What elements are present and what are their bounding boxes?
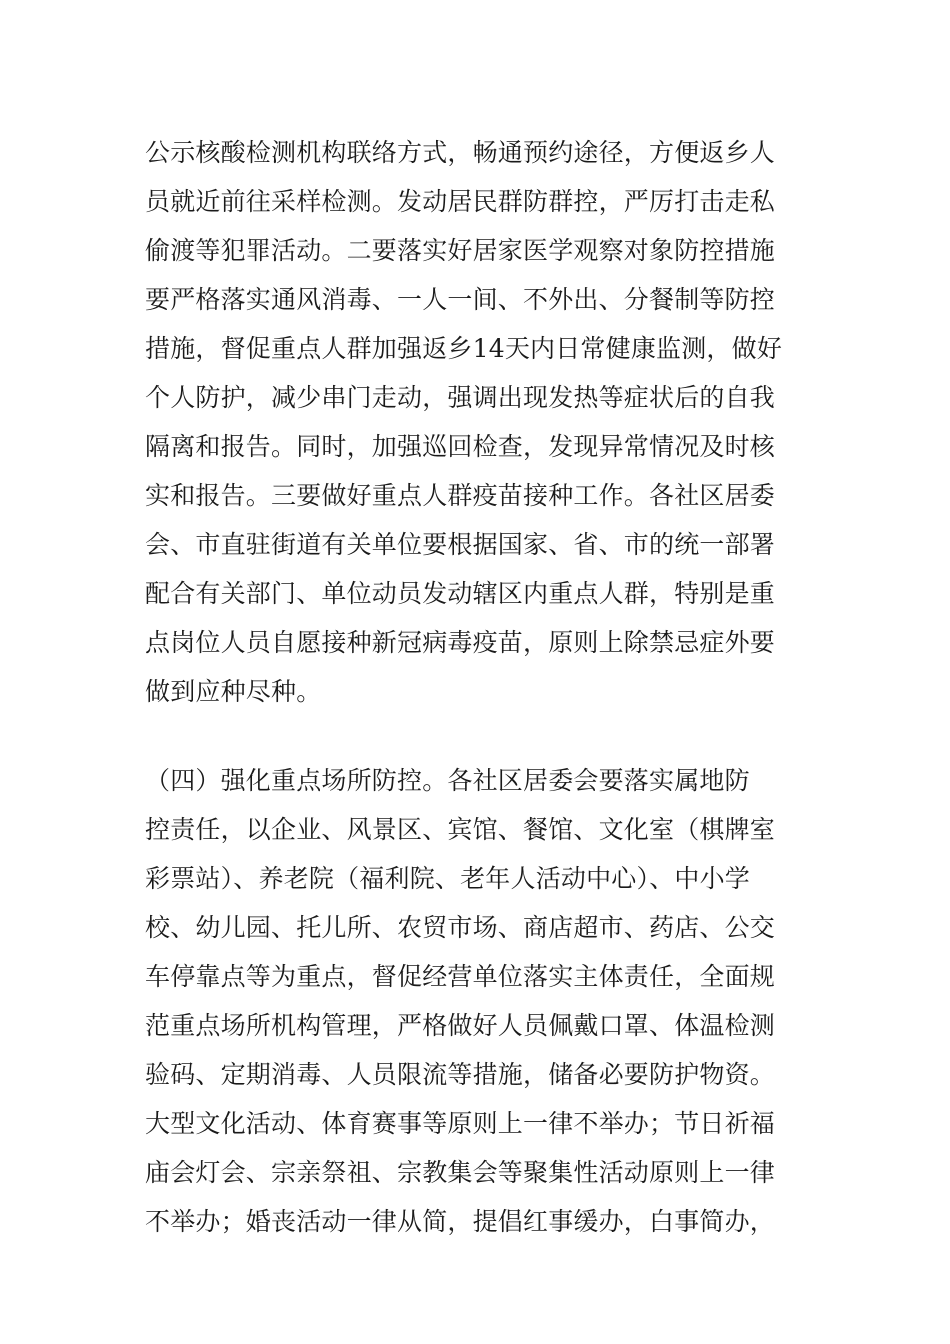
paragraph-line: 公示核酸检测机构联络方式，畅通预约途径，方便返乡人 bbox=[145, 138, 776, 167]
paragraph-line: 车停靠点等为重点，督促经营单位落实主体责任，全面规 bbox=[145, 962, 776, 991]
paragraph-line: 配合有关部门、单位动员发动辖区内重点人群，特别是重 bbox=[145, 579, 776, 608]
paragraph-line: 员就近前往采样检测。发动居民群防群控，严厉打击走私 bbox=[145, 187, 776, 216]
paragraph-line: 做到应种尽种。 bbox=[145, 677, 322, 706]
paragraph-gap bbox=[145, 716, 810, 756]
paragraph-line: 验码、定期消毒、人员限流等措施，储备必要防护物资。 bbox=[145, 1060, 776, 1089]
paragraph-line: 不举办；婚丧活动一律从简，提倡红事缓办，白事简办， bbox=[145, 1207, 776, 1236]
paragraph-line: 庙会灯会、宗亲祭祖、宗教集会等聚集性活动原则上一律 bbox=[145, 1158, 776, 1187]
paragraph-line: 校、幼儿园、托儿所、农贸市场、商店超市、药店、公交 bbox=[145, 913, 776, 942]
paragraph-line: 点岗位人员自愿接种新冠病毒疫苗，原则上除禁忌症外要 bbox=[145, 628, 776, 657]
body-text bbox=[145, 128, 810, 1246]
paragraph-line: 偷渡等犯罪活动。二要落实好居家医学观察对象防控措施 bbox=[145, 236, 776, 265]
paragraph-line: 控责任，以企业、风景区、宾馆、餐馆、文化室（棋牌室 bbox=[145, 815, 776, 844]
paragraph-line: 范重点场所机构管理，严格做好人员佩戴口罩、体温检测 bbox=[145, 1011, 776, 1040]
paragraph-line: （四）强化重点场所防控。各社区居委会要落实属地防 bbox=[145, 766, 750, 795]
paragraph-line: 大型文化活动、体育赛事等原则上一律不举办；节日祈福 bbox=[145, 1109, 776, 1138]
paragraph-2 bbox=[145, 756, 810, 1246]
paragraph-line: 个人防护，减少串门走动，强调出现发热等症状后的自我 bbox=[145, 383, 776, 412]
paragraph-line: 会、市直驻街道有关单位要根据国家、省、市的统一部署 bbox=[145, 530, 776, 559]
paragraph-line: 实和报告。三要做好重点人群疫苗接种工作。各社区居委 bbox=[145, 481, 776, 510]
paragraph-line: 彩票站）、养老院（福利院、老年人活动中心）、中小学 bbox=[145, 864, 751, 893]
paragraph-line: 措施，督促重点人群加强返乡14天内日常健康监测，做好 bbox=[145, 334, 783, 363]
paragraph-line: 要严格落实通风消毒、一人一间、不外出、分餐制等防控 bbox=[145, 285, 776, 314]
paragraph-1 bbox=[145, 128, 810, 716]
paragraph-line: 隔离和报告。同时，加强巡回检查，发现异常情况及时核 bbox=[145, 432, 776, 461]
